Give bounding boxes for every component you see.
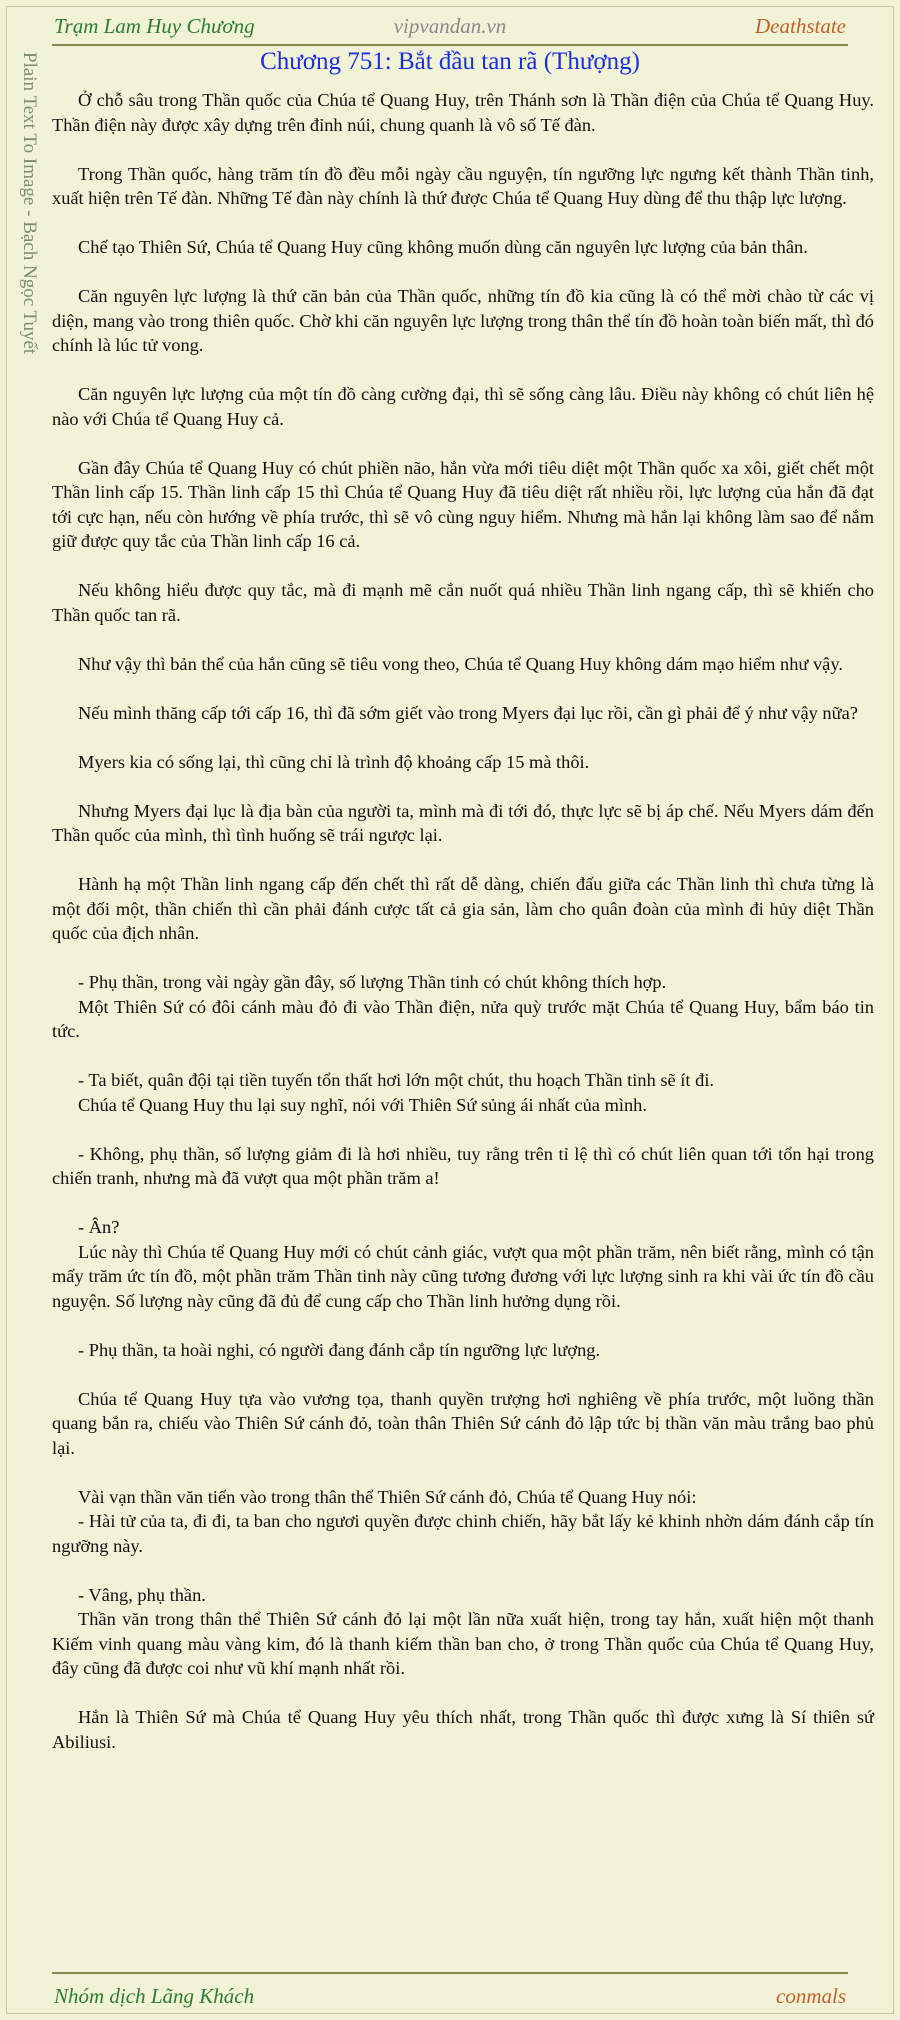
site-name: vipvandan.vn <box>393 14 507 38</box>
editor-name: conmals <box>776 1984 846 2008</box>
paragraph: Nhưng Myers đại lục là địa bàn của người ta, mình mà đi tới đó, thực lực sẽ bị áp chế. Nếu Myers dám đến Thần quốc của mình, thì tình huống sẽ trái ngược lại. <box>52 800 874 845</box>
paragraph: Căn nguyên lực lượng của một tín đồ càng cường đại, thì sẽ sống càng lâu. Điều này không có chút liên hệ nào với Chúa tể Quang Huy cả. <box>52 384 874 429</box>
paragraph: Vài vạn thần văn tiến vào trong thân thể Thiên Sứ cánh đỏ, Chúa tể Quang Huy nói: <box>78 1486 697 1507</box>
dialogue-line: - Phụ thần, trong vài ngày gần đây, số lượng Thần tinh có chút không thích hợp. <box>78 972 667 992</box>
dialogue-line: - Hài tử của ta, đi đi, ta ban cho ngươi quyền được chinh chiến, hãy bắt lấy kẻ khinh nhờn dám đánh cắp tín ngưỡng này. <box>52 1511 874 1556</box>
paragraph: Gần đây Chúa tể Quang Huy có chút phiền não, hắn vừa mới tiêu diệt một Thần quốc xa xôi, giết chết một Thần linh cấp 15. Thần linh cấp 15 thì Chúa tể Quang Huy đã tiêu diệt rất nhiều rồi, lực lượng của hắn đã đạt tới cực hạn, nếu còn hướng về phía trước, thì sẽ vô cùng nguy hiểm. Nhưng mà hắn lại không làm sao để nắm giữ được quy tắc của Thần linh cấp 16 cả. <box>52 457 874 551</box>
dialogue-line: - Không, phụ thần, số lượng giảm đi là hơi nhiều, tuy rằng trên tỉ lệ thì có chút liên quan tới tổn hại trong chiến tranh, nhưng mà đã vượt qua một phần trăm a! <box>52 1143 874 1188</box>
paragraph: Ở chỗ sâu trong Thần quốc của Chúa tể Quang Huy, trên Thánh sơn là Thần điện của Chúa tể Quang Huy. Thần điện này được xây dựng trên đỉnh núi, chung quanh là vô số Tế đàn. <box>52 90 874 135</box>
paragraph: Hành hạ một Thần linh ngang cấp đến chết thì rất dễ dàng, chiến đấu giữa các Thần linh thì chưa từng là một đối một, thần chiến thì cần phải đánh cược tất cả gia sản, làm cho quân đoàn của mình đi hủy diệt Thần quốc của địch nhân. <box>52 874 874 943</box>
paragraph: Hắn là Thiên Sứ mà Chúa tể Quang Huy yêu thích nhất, trong Thần quốc thì được xưng là Sí thiên sứ Abiliusi. <box>52 1707 874 1752</box>
paragraph: Thần văn trong thân thể Thiên Sứ cánh đỏ lại một lần nữa xuất hiện, trong tay hắn, xuất hiện một thanh Kiếm vinh quang màu vàng kim, đó là thanh kiếm thần ban cho, ở trong Thần quốc của Chúa tể Quang Huy, đây cũng đã được coi như vũ khí mạnh nhất rồi. <box>52 1609 874 1678</box>
author-name: Deathstate <box>755 14 846 38</box>
translator-group: Nhóm dịch Lãng Khách <box>54 1984 255 2008</box>
chapter-body <box>52 88 874 1779</box>
paragraph: Chế tạo Thiên Sứ, Chúa tể Quang Huy cũng không muốn dùng căn nguyên lực lượng của bản thân. <box>78 237 808 257</box>
book-title: Trạm Lam Huy Chương <box>54 14 255 38</box>
page-header <box>52 8 848 46</box>
dialogue-line: - Ta biết, quân đội tại tiền tuyến tổn thất hơi lớn một chút, thu hoạch Thần tinh sẽ ít đi. <box>78 1070 715 1090</box>
dialogue-line: - Phụ thần, ta hoài nghi, có người đang đánh cắp tín ngưỡng lực lượng. <box>78 1339 601 1360</box>
paragraph: Trong Thần quốc, hàng trăm tín đồ đều mỗi ngày cầu nguyện, tín ngưỡng lực ngưng kết thành Thần tinh, xuất hiện trên Tế đàn. Những Tế đàn này chính là thứ được Chúa tể Quang Huy dùng để thu thập lực lượng. <box>52 163 874 208</box>
chapter-title: Chương 751: Bắt đầu tan rã (Thượng) <box>260 48 640 75</box>
paragraph: Nếu không hiểu được quy tắc, mà đi mạnh mẽ cắn nuốt quá nhiều Thần linh ngang cấp, thì sẽ khiến cho Thần quốc tan rã. <box>52 580 874 625</box>
paragraph: Một Thiên Sứ có đôi cánh màu đỏ đi vào Thần điện, nửa quỳ trước mặt Chúa tể Quang Huy, bẩm báo tin tức. <box>52 996 874 1041</box>
page-footer <box>52 1972 848 2014</box>
paragraph: Chúa tể Quang Huy thu lại suy nghĩ, nói với Thiên Sứ sủng ái nhất của mình. <box>78 1094 647 1115</box>
dialogue-line: - Vâng, phụ thần. <box>78 1584 206 1605</box>
paragraph: Nếu mình thăng cấp tới cấp 16, thì đã sớm giết vào trong Myers đại lục rồi, cần gì phải để ý như vậy nữa? <box>78 702 858 723</box>
paragraph: Lúc này thì Chúa tể Quang Huy mới có chút cảnh giác, vượt qua một phần trăm, nên biết rằng, mình có tận mấy trăm ức tín đồ, một phần trăm Thần tinh này cũng tương đương với lực lượng sinh ra khi vài ức tín đồ cầu nguyện. Số lượng này cũng đã đủ để cung cấp cho Thần linh hưởng dụng rồi. <box>52 1241 874 1311</box>
paragraph: Chúa tể Quang Huy tựa vào vương tọa, thanh quyền trượng hơi nghiêng về phía trước, một luồng thần quang bắn ra, chiếu vào Thiên Sứ cánh đỏ, toàn thân Thiên Sứ cánh đỏ lập tức bị thần văn màu trắng bao phủ lại. <box>52 1388 874 1458</box>
paragraph: Myers kia có sống lại, thì cũng chỉ là trình độ khoảng cấp 15 mà thôi. <box>78 751 590 772</box>
dialogue-line: - Ân? <box>78 1217 120 1237</box>
paragraph: Căn nguyên lực lượng là thứ căn bản của Thần quốc, những tín đồ kia cũng là có thể mời chào từ các vị diện, mang vào trong thiên quốc. Chờ khi căn nguyên lực lượng trong thân thể tín đồ hoàn toàn biến mất, thì đó chính là lúc tử vong. <box>52 286 874 355</box>
sidebar-watermark: Plain Text To Image - Bạch Ngọc Tuyết <box>19 52 40 355</box>
paragraph: Như vậy thì bản thể của hắn cũng sẽ tiêu vong theo, Chúa tể Quang Huy không dám mạo hiểm như vậy. <box>78 653 843 674</box>
